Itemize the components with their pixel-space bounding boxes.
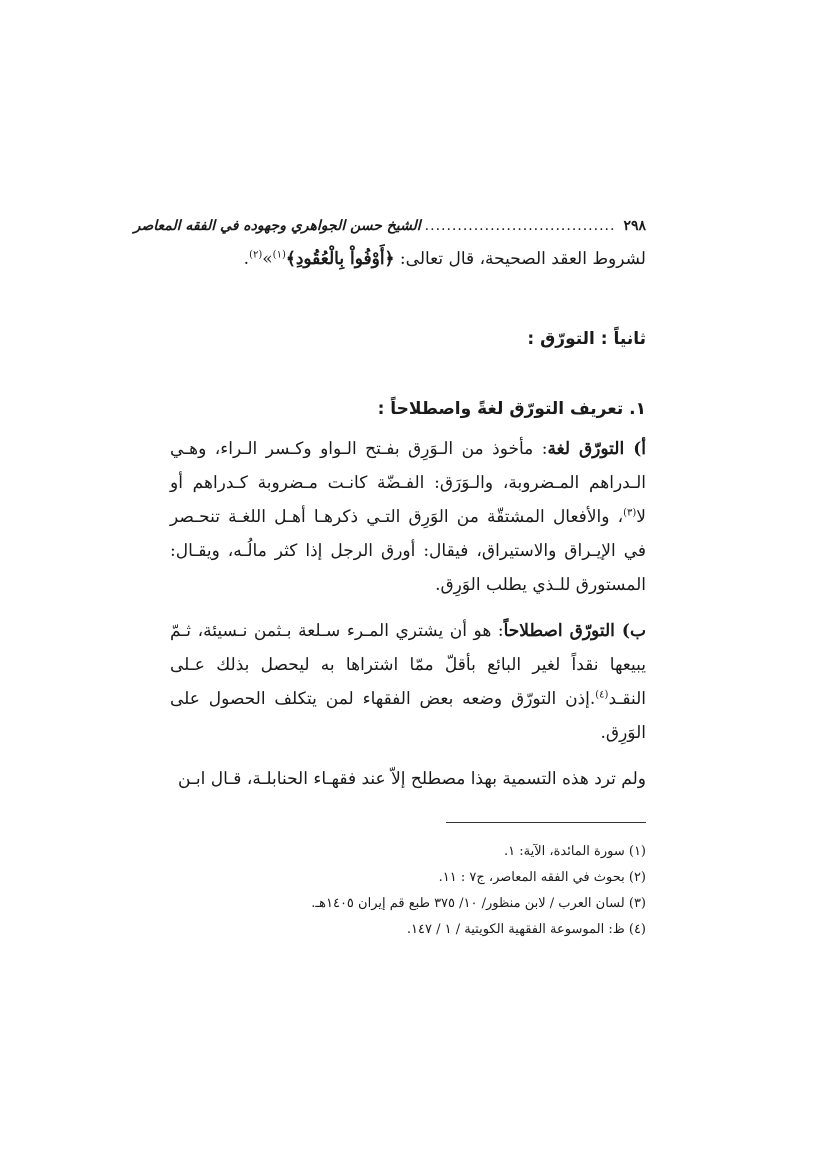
opening-line-text: لشروط العقد الصحيحة، قال تعالى: (394, 249, 646, 269)
footnote-ref-2: (٢) (249, 249, 263, 261)
footnote-1: (١) سورة المائدة، الآية: ١. (504, 844, 646, 859)
paragraph-hanbali-note: ولم ترد هذه التسمية بهذا مصطلح إلاّ عند فقهـاء الحنابلـة، قـال ابـن (178, 769, 646, 789)
quran-verse: ﴿أَوْفُواْ بِالْعُقُودِ﴾ (285, 249, 395, 269)
footnote-2: (٢) بحوث في الفقه المعاصر، ج٧ : ١١. (438, 870, 646, 885)
footnote-ref-3: (٣) (623, 507, 637, 519)
opening-line-end: . (243, 249, 250, 269)
paragraph-technical-definition (170, 614, 646, 750)
para-a-text-2: ، والأفعال المشتقّة من الوَرِق التـي ذكرهـا أهـل اللغـة تنحـصر في الإيـراق والاستيراق، فيقال: أورق الرجل إذا كثر مالُـه، ويقـال: المستورق للـذي يطلب الوَرِق. (170, 507, 646, 595)
section-heading: ثانياً : التورّق : (527, 329, 646, 349)
continuation-line (170, 242, 646, 276)
book-page (133, 212, 646, 943)
closing-quote: » (262, 249, 273, 269)
header-leader-dots: ................................... (424, 218, 616, 234)
footnote-ref-1: (١) (272, 249, 286, 261)
book-title: الشيخ حسن الجواهري وجهوده في الفقه المعاصر (133, 218, 421, 234)
para-b-text-1: : هو أن يشتري المـرء سـلعة بـثمن نـسيئة، ثـمّ يبيعها نقداً لغير البائع بأقلّ ممّا اشتراها به ليحصل بذلك عـلى النقـد (170, 621, 646, 709)
footnote-ref-4: (٤) (595, 689, 609, 701)
paragraph-linguistic-definition (170, 432, 646, 602)
para-a-text-1: : مأخوذ من الـوَرِق بفـتح الـواو وكـسر الـراء، وهـي الـدراهم المـضروبة، والـوَرَق: الفـضّة كانـت مـضروبة كـدراهم أو لا (170, 439, 646, 527)
term-technical: ب) التورّق اصطلاحاً (503, 621, 646, 641)
para-b-text-2: .إذن التورّق وضعه بعض الفقهاء لمن يتكلف الحصول على الوَرِق. (170, 689, 646, 743)
footnote-divider (446, 822, 646, 823)
subsection-heading: ١. تعريف التورّق لغةً واصطلاحاً : (377, 399, 646, 419)
running-header (133, 212, 646, 240)
footnote-3: (٣) لسان العرب / لابن منظور/ ١٠/ ٣٧٥ طبع قم إيران ١٤٠٥هـ. (311, 896, 646, 911)
term-linguistic: أ) التورّق لغة (547, 439, 646, 459)
footnotes-section (170, 839, 646, 943)
footnote-4: (٤) ظ: الموسوعة الفقهية الكويتية / ١ / ١٤٧. (406, 922, 646, 937)
page-number: ٢٩٨ (623, 218, 646, 234)
